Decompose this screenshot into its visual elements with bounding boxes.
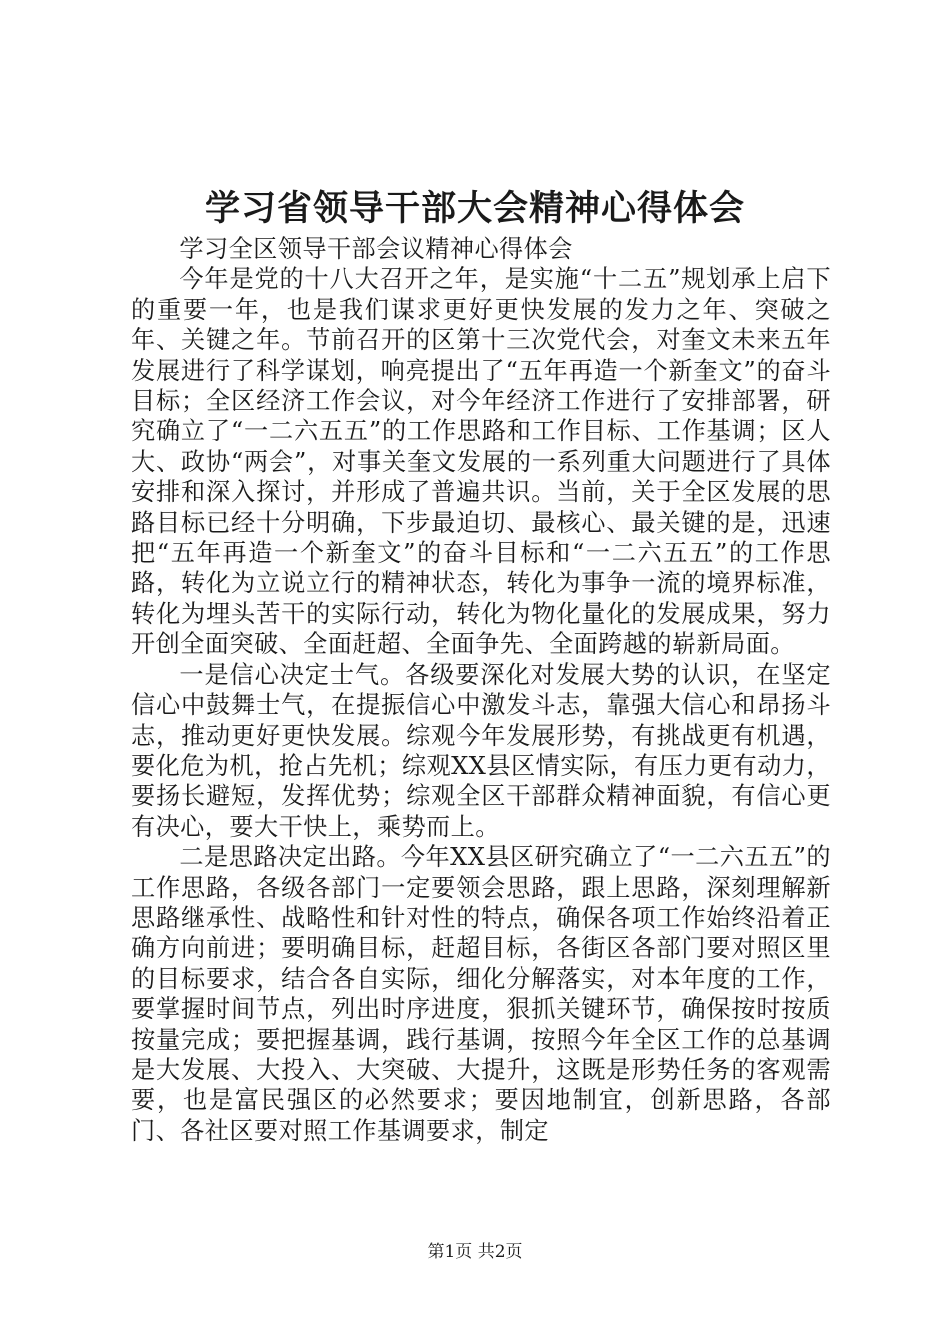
paragraph-confidence: 一是信心决定士气。各级要深化对发展大势的认识，在坚定信心中鼓舞士气，在提振信心中激发斗志，靠强大信心和昂扬斗志，推动更好更快发展。综观今年发展形势，有挑战更有机遇，要化危为机，抢占先机；综观XX县区情实际，有压力更有动力，要扬长避短，发挥优势；综观全区干部群众精神面貌，有信心更有决心，要大干快上，乘势而上。 bbox=[131, 660, 831, 841]
page-number-footer: 第1页 共2页 bbox=[427, 1242, 523, 1262]
paragraph-intro: 今年是党的十八大召开之年，是实施“十二五”规划承上启下的重要一年，也是我们谋求更好更快发展的发力之年、突破之年、关键之年。节前召开的区第十三次党代会，对奎文未来五年发展进行了科学谋划，响亮提出了“五年再造一个新奎文”的奋斗目标；全区经济工作会议，对今年经济工作进行了安排部署，研究确立了“一二六五五”的工作思路和工作目标、工作基调；区人大、政协“两会”，对事关奎文发展的一系列重大问题进行了具体安排和深入探讨，并形成了普遍共识。当前，关于全区发展的思路目标已经十分明确，下步最迫切、最核心、最关键的是，迅速把“五年再造一个新奎文”的奋斗目标和“一二六五五”的工作思路，转化为立说立行的精神状态，转化为事争一流的境界标准，转化为埋头苦干的实际行动，转化为物化量化的发展成果，努力开创全面突破、全面赶超、全面争先、全面跨越的崭新局面。 bbox=[131, 265, 831, 659]
document-subtitle: 学习全区领导干部会议精神心得体会 bbox=[179, 235, 573, 263]
document-body bbox=[131, 234, 831, 1146]
document-title: 学习省领导干部大会精神心得体会 bbox=[204, 188, 745, 229]
paragraph-thinking: 二是思路决定出路。今年XX县区研究确立了“一二六五五”的工作思路，各级各部门一定要领会思路，跟上思路，深刻理解新思路继承性、战略性和针对性的特点，确保各项工作始终沿着正确方向前进；要明确目标，赶超目标，各街区各部门要对照区里的目标要求，结合各自实际，细化分解落实，对本年度的工作，要掌握时间节点，列出时序进度，狠抓关键环节，确保按时按质按量完成；要把握基调，践行基调，按照今年全区工作的总基调是大发展、大投入、大突破、大提升，这既是形势任务的客观需要，也是富民强区的必然要求；要因地制宜，创新思路，各部门、各社区要对照工作基调要求，制定 bbox=[131, 843, 831, 1145]
